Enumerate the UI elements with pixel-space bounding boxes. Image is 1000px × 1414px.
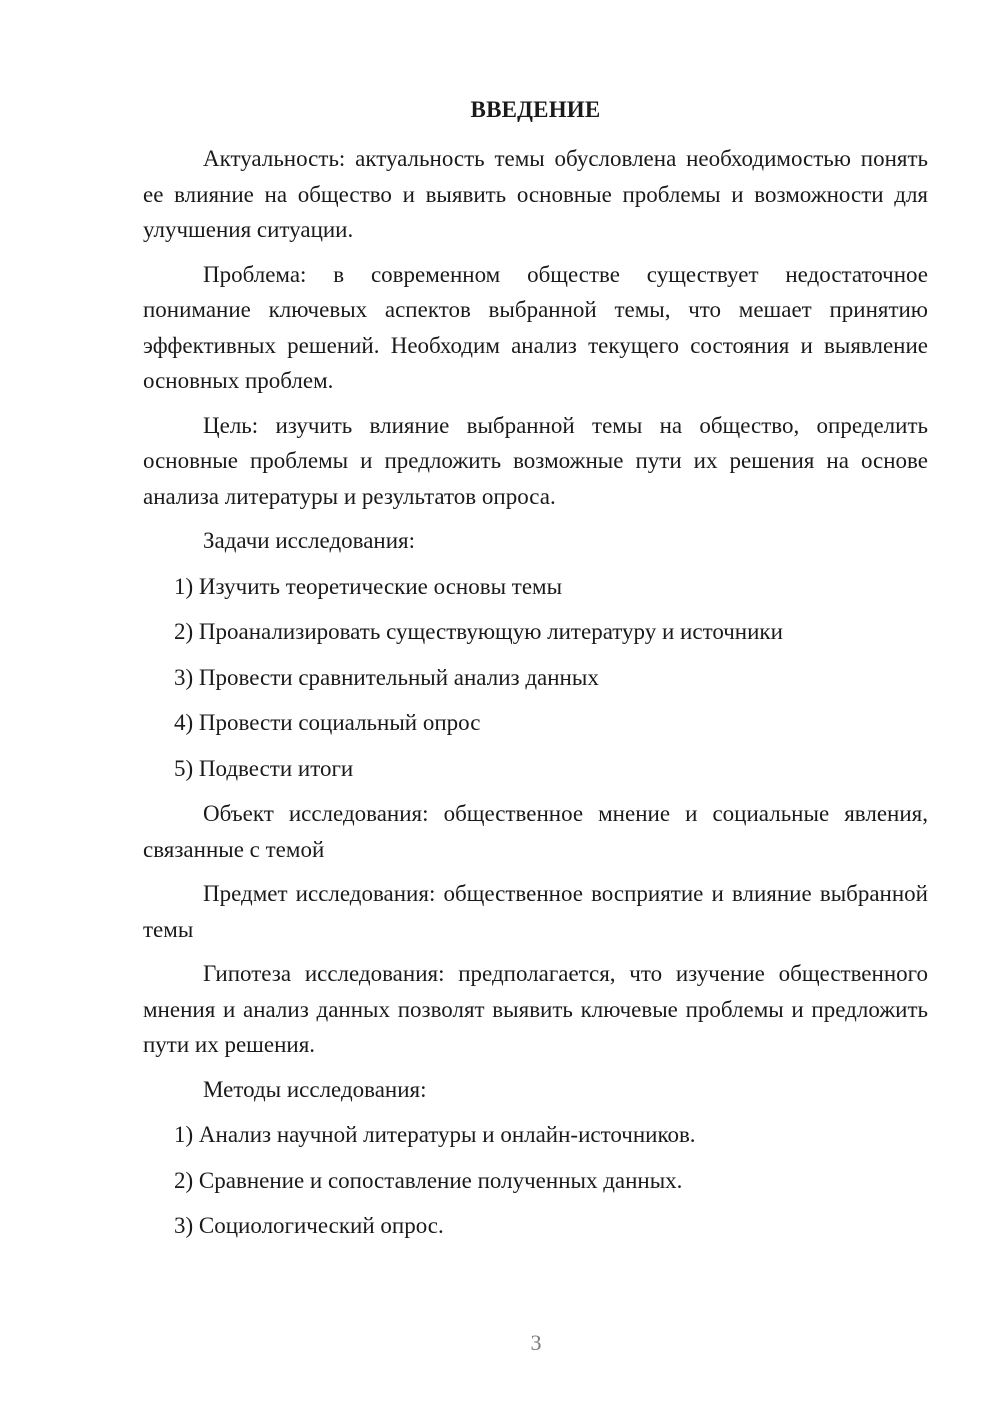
goal-paragraph: Цель: изучить влияние выбранной темы на общество, определить основные проблемы и предложить возможные пути их решения на основе анализа литературы и результатов опроса. [143, 412, 928, 509]
list-item: 5) Подвести итоги [174, 755, 354, 781]
methods-list [143, 1117, 928, 1244]
list-item: 3) Социологический опрос. [174, 1213, 444, 1238]
problem-paragraph: Проблема: в современном обществе существует недостаточное понимание ключевых аспектов выбранной темы, что мешает принятию эффективных решений. Необходим анализ текущего состояния и выявление основных проблем. [143, 261, 928, 393]
tasks-list [143, 569, 928, 787]
page-title: ВВЕДЕНИЕ [470, 97, 601, 122]
list-item: 2) Проанализировать существующую литературу и источники [174, 619, 783, 644]
hypothesis-paragraph: Гипотеза исследования: предполагается, что изучение общественного мнения и анализ данных позволят выявить ключевые проблемы и предложить пути их решения. [143, 961, 928, 1057]
relevance-paragraph: Актуальность: актуальность темы обусловлена необходимостью понять ее влияние на общество и выявить основные проблемы и возможности для улучшения ситуации. [143, 146, 928, 242]
page-number: 3 [530, 1330, 542, 1355]
methods-heading: Методы исследования: [203, 1076, 427, 1102]
object-paragraph: Объект исследования: общественное мнение и социальные явления, связанные с темой [143, 801, 928, 862]
subject-paragraph: Предмет исследования: общественное восприятие и влияние выбранной темы [143, 881, 928, 942]
tasks-heading: Задачи исследования: [203, 528, 416, 553]
list-item: 1) Анализ научной литературы и онлайн-источников. [174, 1122, 696, 1147]
list-item: 3) Провести сравнительный анализ данных [174, 664, 599, 690]
list-item: 4) Провести социальный опрос [174, 710, 481, 735]
list-item: 2) Сравнение и сопоставление полученных данных. [174, 1167, 683, 1193]
list-item: 1) Изучить теоретические основы темы [174, 573, 563, 599]
page-content [143, 92, 928, 1254]
